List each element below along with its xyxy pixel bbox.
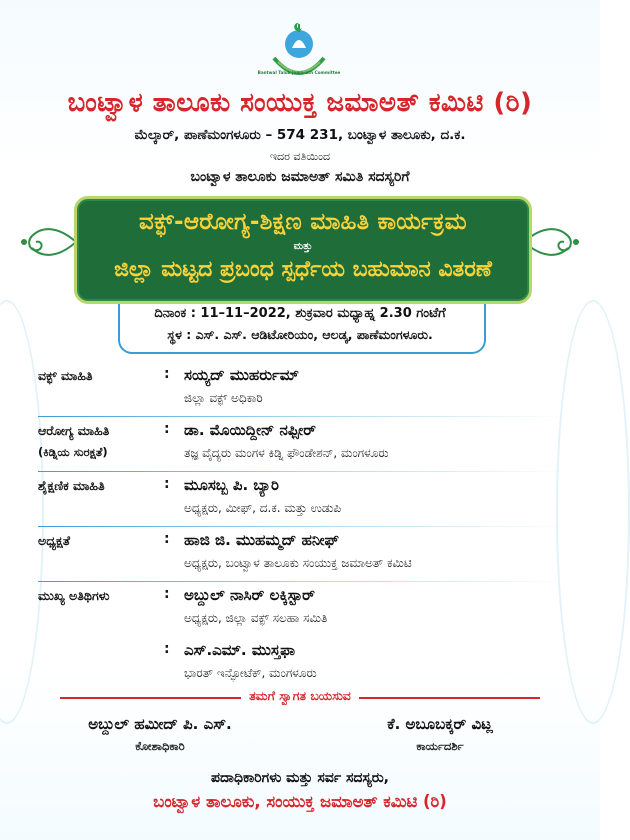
recipient-line: ಬಂಟ್ವಾಳ ತಾಲೂಕು ಜಮಾಅತ್ ಸಮಿತಿ ಸದಸ್ಯರಿಗೆ <box>190 169 410 185</box>
banner-title-line2: ಜಿಲ್ಲಾ ಮಟ್ಟದ ಪ್ರಬಂಧ ಸ್ಪರ್ಧೆಯ ಬಹುಮಾನ ವಿತರಣೆ <box>114 257 492 282</box>
welcome-text: ತಮಗೆ ಸ್ವಾಗತ ಬಯಸುವ <box>241 688 359 703</box>
speaker-designation: ತಜ್ಞ ವೈದ್ಯರು ಮಂಗಳ ಕಿಡ್ನಿ ಫೌಂಡೇಶನ್, ಮಂಗಳೂರು <box>184 446 389 460</box>
footer-organization: ಬಂಟ್ವಾಳ ತಾಲೂಕು, ಸಂಯುಕ್ತ ಜಮಾಅತ್ ಕಮಿಟಿ (ರಿ) <box>153 792 447 811</box>
speaker-name: ಹಾಜಿ ಜಿ. ಮುಹಮ್ಮದ್ ಹನೀಫ್ <box>184 531 340 549</box>
speaker-designation: ಅಧ್ಯಕ್ಷರು, ಮೀಫ್, ದ.ಕ. ಮತ್ತು ಉಡುಪಿ <box>184 501 342 515</box>
row-colon: : <box>164 421 170 437</box>
row-divider <box>38 471 568 472</box>
row-label: ವಕ್ಫ್ ಮಾಹಿತಿ <box>38 368 93 383</box>
footer-members: ಪದಾಧಿಕಾರಿಗಳು ಮತ್ತು ಸರ್ವ ಸದಸ್ಯರು, <box>211 770 389 786</box>
speaker-name: ಸಯ್ಯದ್ ಮುಹರ್ರುಮ್ <box>184 366 299 384</box>
signatory-treasurer <box>40 715 280 754</box>
row-divider <box>38 416 568 417</box>
row-colon: : <box>164 366 170 382</box>
signatory-secretary <box>320 715 560 754</box>
organization-title: ಬಂಟ್ವಾಳ ತಾಲೂಕು ಸಂಯುಕ್ತ ಜಮಾಅತ್ ಕಮಿಟಿ (ರಿ) <box>67 88 533 118</box>
program-banner <box>74 196 532 304</box>
program-row-chief-guests <box>38 586 578 641</box>
program-row-health <box>38 421 578 476</box>
organization-address: ಮೆಲ್ಕಾರ್, ಪಾಣೆಮಂಗಳೂರು – 574 231, ಬಂಟ್ವಾಳ ತಾಲೂಕು, ದ.ಕ. <box>134 127 466 143</box>
speaker-name: ಮೂಸಬ್ಬ ಪಿ. ಬ್ಯಾರಿ <box>184 476 279 494</box>
row-divider <box>38 526 568 527</box>
signatory-name: ಅಬ್ದುಲ್ ಹಮೀದ್ ಪಿ. ಎಸ್. <box>88 715 232 733</box>
speaker-designation: ಅಧ್ಯಕ್ಷರು, ಜಿಲ್ಲಾ ವಕ್ಫ್ ಸಲಹಾ ಸಮಿತಿ <box>184 611 328 625</box>
row-colon: : <box>164 531 170 547</box>
event-place: ಸ್ಥಳ : ಎಸ್. ಎಸ್. ಆಡಿಟೋರಿಯಂ, ಆಲಡ್ಕ, ಪಾಣೆಮಂಗಳೂರು. <box>167 327 433 342</box>
banner-and: ಮತ್ತು <box>293 241 313 252</box>
row-label: ಆರೋಗ್ಯ ಮಾಹಿತಿ <box>38 423 110 438</box>
speaker-name: ಡಾ. ಮೊಯಿದ್ದೀನ್ ನಫ್ಸೀರ್ <box>184 421 316 439</box>
banner-title-line1: ವಕ್ಫ್-ಆರೋಗ್ಯ-ಶಿಕ್ಷಣ ಮಾಹಿತಿ ಕಾರ್ಯಕ್ರಮ <box>139 209 467 235</box>
speaker-name: ಎಸ್.ಎಮ್. ಮುಸ್ತಫಾ <box>184 641 296 659</box>
on-behalf-text: ಇದರ ವತಿಯಿಂದ <box>269 150 331 163</box>
row-divider <box>38 581 568 582</box>
speaker-designation: ಜಿಲ್ಲಾ ವಕ್ಫ್ ಅಧಿಕಾರಿ <box>184 391 263 405</box>
program-row-waqf <box>38 366 578 421</box>
event-date: ದಿನಾಂಕ : 11–11–2022, ಶುಕ್ರವಾರ ಮಧ್ಯಾಹ್ನ 2.30 ಗಂಟೆಗೆ <box>154 306 446 321</box>
welcome-text-wrap <box>0 688 600 704</box>
row-colon: : <box>164 641 170 657</box>
row-label: ಮುಖ್ಯ ಅತಿಥಿಗಳು <box>38 588 110 603</box>
program-list <box>38 366 578 696</box>
logo-text: Bantwal Taluk Jama-ath Committee <box>257 70 341 75</box>
row-label: ಶೈಕ್ಷಣಿಕ ಮಾಹಿತಿ <box>38 478 105 493</box>
signatory-name: ಕೆ. ಅಬೂಬಕ್ಕರ್ ವಿಟ್ಲ <box>387 715 493 733</box>
committee-logo <box>257 18 341 84</box>
program-row-education <box>38 476 578 531</box>
row-colon: : <box>164 586 170 602</box>
signatory-role: ಕೋಶಾಧಿಕಾರಿ <box>135 739 185 753</box>
row-colon: : <box>164 476 170 492</box>
row-label: ಅಧ್ಯಕ್ಷತೆ <box>38 533 70 548</box>
signatory-role: ಕಾರ್ಯದರ್ಶಿ <box>416 739 464 753</box>
speaker-designation: ಭಾರತ್ ಇನ್ಫೋಟೆಕ್, ಮಂಗಳೂರು <box>184 666 317 680</box>
speaker-designation: ಅಧ್ಯಕ್ಷರು, ಬಂಟ್ವಾಳ ತಾಲೂಕು ಸಂಯುಕ್ತ ಜಮಾಅತ್ ಕಮಿಟಿ <box>184 556 412 570</box>
row-sublabel: (ಕಿಡ್ನಿಯ ಸುರಕ್ಷತೆ) <box>38 445 108 459</box>
speaker-name: ಅಬ್ದುಲ್ ನಾಸಿರ್ ಲಕ್ಕಿಸ್ಟಾರ್ <box>184 586 315 604</box>
program-row-presidency <box>38 531 578 586</box>
left-flourish-icon <box>18 222 78 262</box>
